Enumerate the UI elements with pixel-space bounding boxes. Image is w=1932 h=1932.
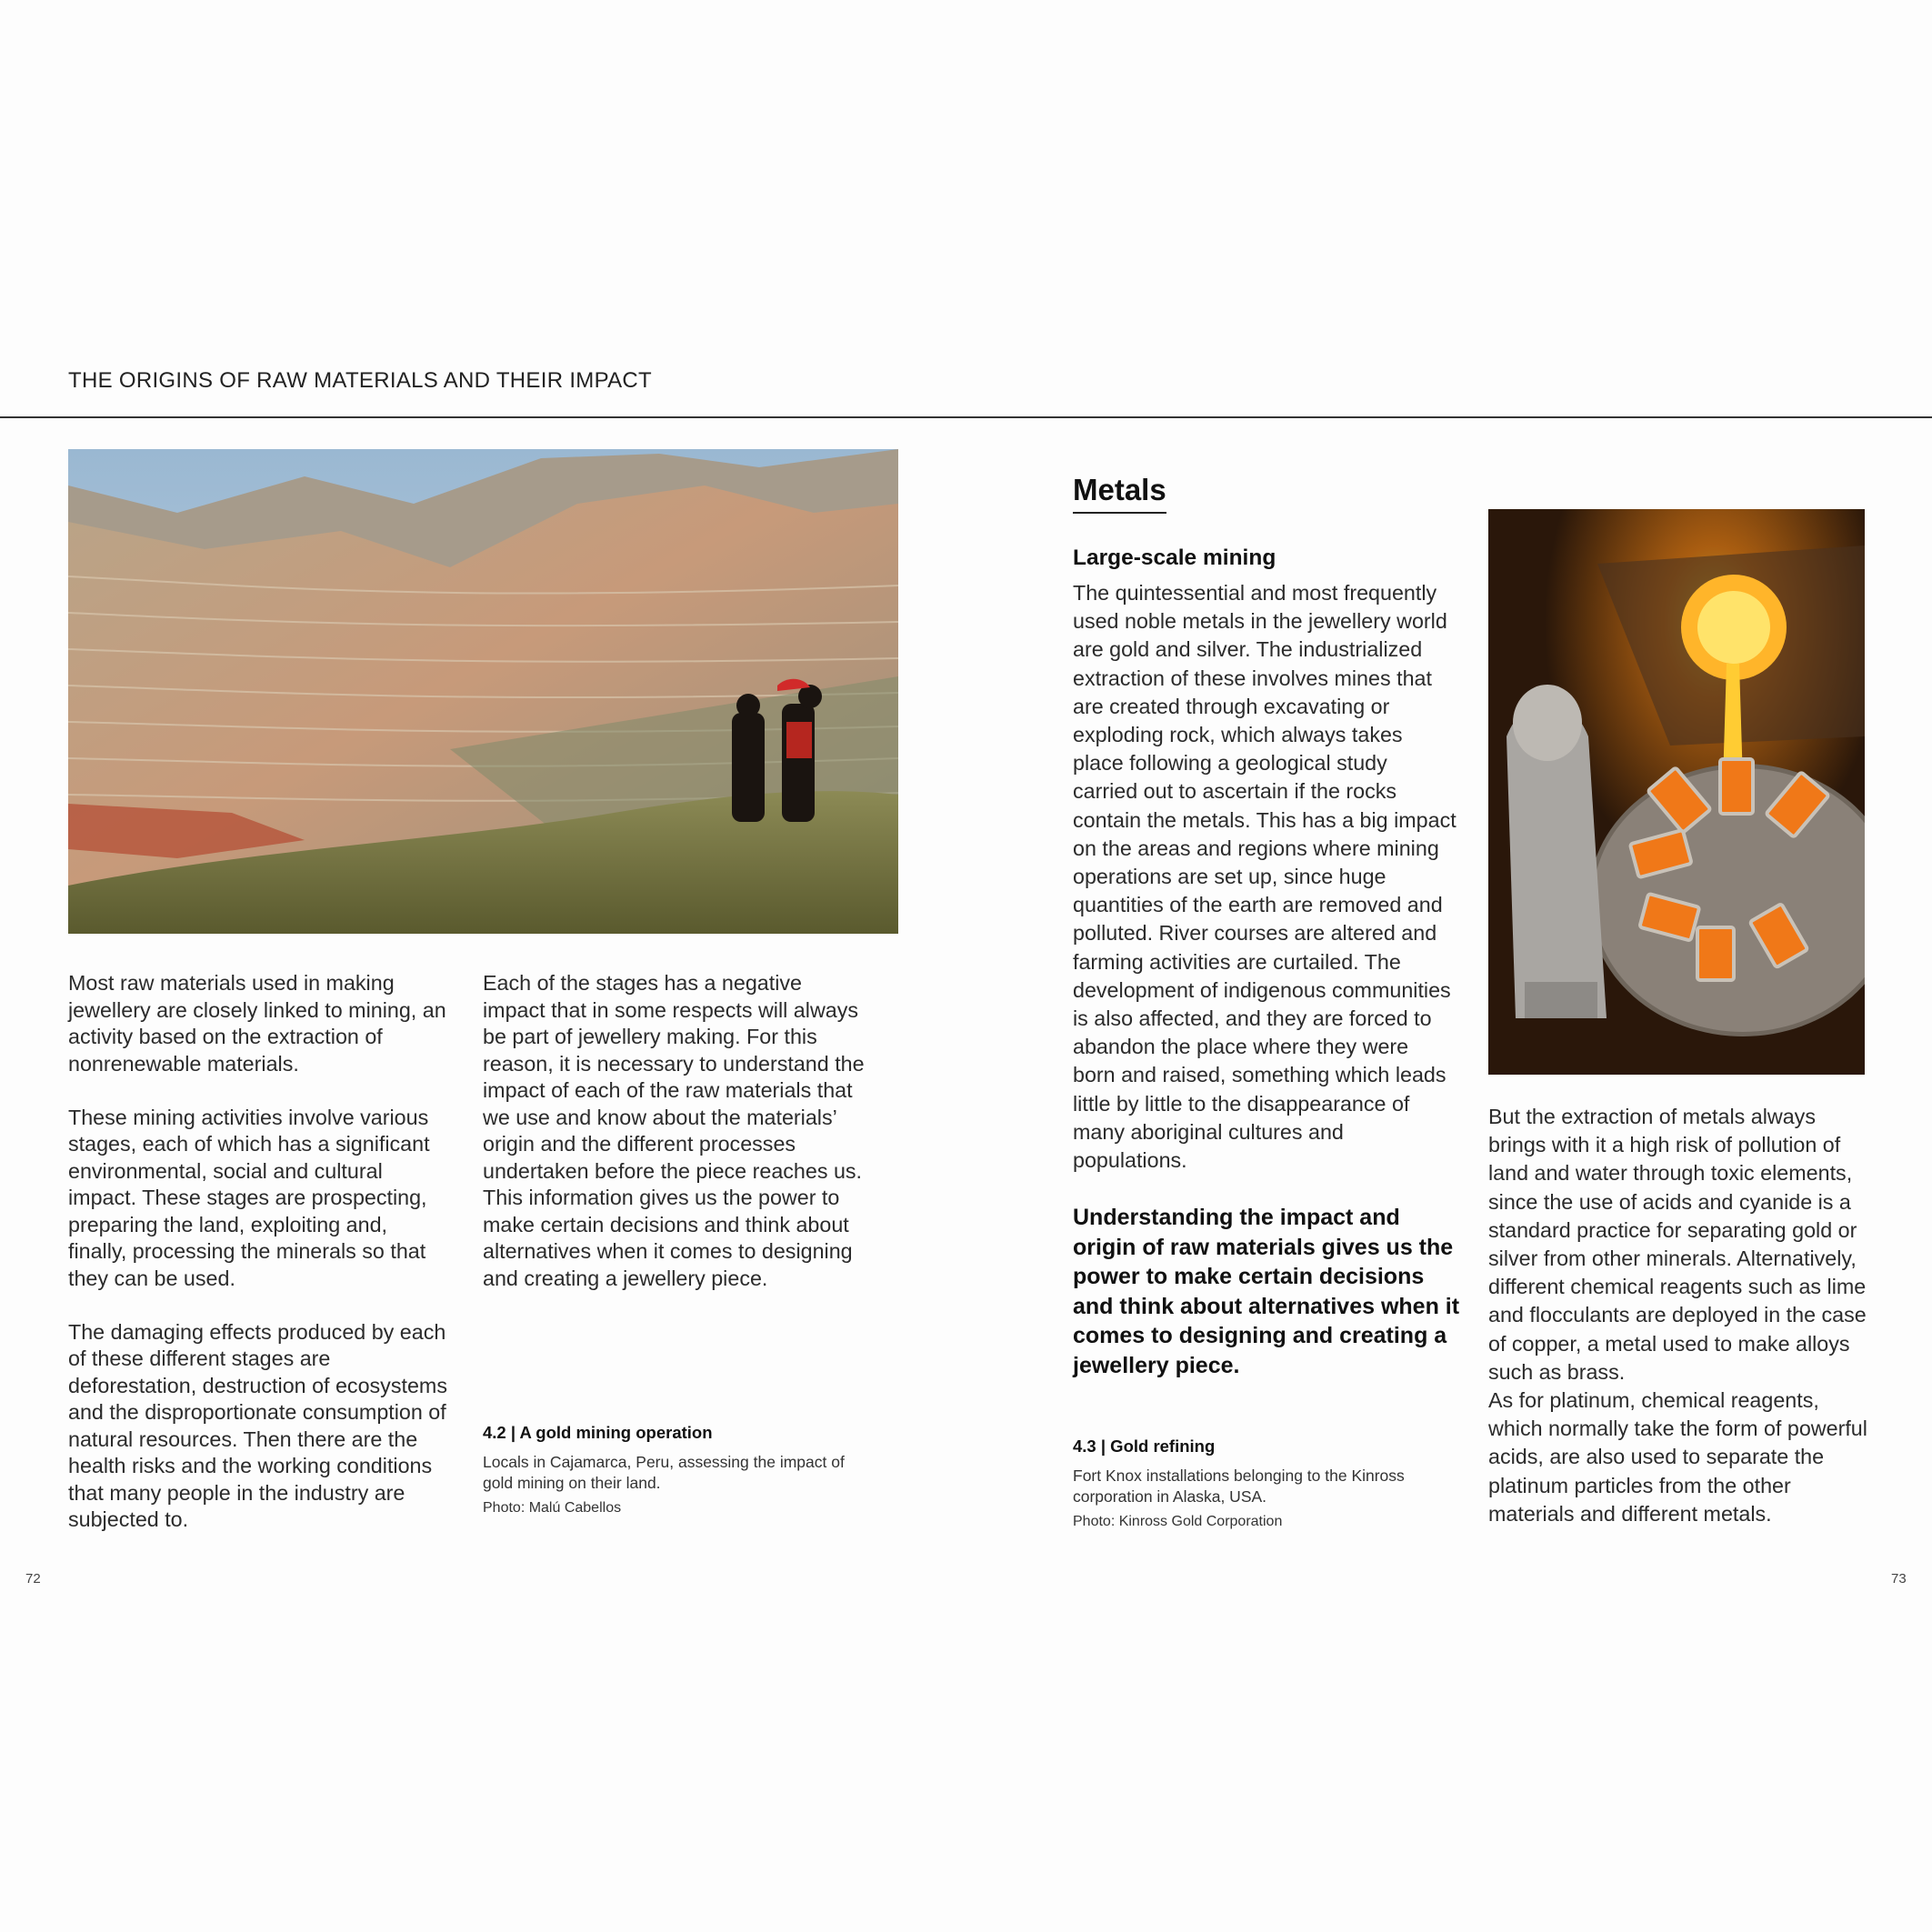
running-header: THE ORIGINS OF RAW MATERIALS AND THEIR IMPACT (68, 368, 652, 393)
header-rule (0, 416, 1932, 418)
pull-quote: Understanding the impact and origin of raw materials gives us the power to make certain decisions and think about alternatives when it comes to designing and creating a jewellery piece. (1073, 1205, 1460, 1378)
paragraph: Each of the stages has a negative impact that in some respects will always be part of jewellery making. For this reason, it is necessary to understand the impact of each of the raw materials that we use and know about the materials’ origin and the different processes undertaken before the piece reaches us. This information gives us the power to make certain decisions and think about alternatives when it comes to designing and creating a jewellery piece. (483, 971, 865, 1290)
caption-credit: Photo: Kinross Gold Corporation (1073, 1514, 1283, 1529)
paragraph: The quintessential and most frequently used noble metals in the jewellery world are gold and silver. The industrialized extraction of these involves mines that are created through excavating or exploding rock, which always takes place following a geological study carried out to ascertain if the rocks contain the metals. This has a big impact on the areas and regions where mining operations are set up, since huge quantities of the earth are removed and polluted. River courses are altered and farming activities are curtailed. The development of indigenous communities is also affected, and they are forced to abandon the place where they were born and raised, something which leads little by little to the disappearance of many aboriginal cultures and populations. (1073, 581, 1457, 1173)
caption-title: 4.3 | Gold refining (1073, 1436, 1216, 1456)
paragraph: These mining activities involve various stages, each of which has a significant environmental, social and cultural impact. These stages are prospecting, preparing the land, exploiting and, finally, processing the minerals so that they can be used. (68, 1105, 430, 1290)
subsection-title: Large-scale mining (1073, 546, 1276, 570)
left-column-2 (483, 970, 865, 1292)
figure-caption-4-2 (483, 1423, 865, 1517)
caption-title: 4.2 | A gold mining operation (483, 1423, 713, 1442)
caption-text: Locals in Cajamarca, Peru, assessing the impact of gold mining on their land. (483, 1453, 845, 1492)
page-number-right: 73 (1891, 1571, 1907, 1587)
paragraph: Most raw materials used in making jewellery are closely linked to mining, an activity based on the extraction of nonrenewable materials. (68, 971, 446, 1076)
left-column-1 (68, 970, 450, 1534)
right-column-1 (1073, 579, 1457, 1175)
caption-text: Fort Knox installations belonging to the Kinross corporation in Alaska, USA. (1073, 1467, 1405, 1506)
paragraph: The damaging effects produced by each of these different stages are deforestation, destruction of ecosystems and the disproportionate consumption of natural resources. Then there are the health risks and the working conditions that many people in the industry are subjected to. (68, 1319, 447, 1531)
right-column-2 (1488, 1103, 1872, 1528)
mining-photo (68, 449, 898, 934)
caption-credit: Photo: Malú Cabellos (483, 1500, 622, 1516)
figure-caption-4-3 (1073, 1436, 1455, 1530)
gold-refining-photo (1488, 509, 1865, 1075)
paragraph: As for platinum, chemical reagents, which normally take the form of powerful acids, are also used to separate the platinum particles from the other materials and different metals. (1488, 1388, 1867, 1526)
section-title: Metals (1073, 473, 1166, 514)
page-number-left: 72 (25, 1571, 41, 1587)
paragraph: But the extraction of metals always brings with it a high risk of pollution of land and water through toxic elements, since the use of acids and cyanide is a standard practice for separating gold or silver from other minerals. Alternatively, different chemical reagents such as lime and flocculants are deployed in the case of copper, a metal used to make alloys such as brass. (1488, 1105, 1867, 1384)
